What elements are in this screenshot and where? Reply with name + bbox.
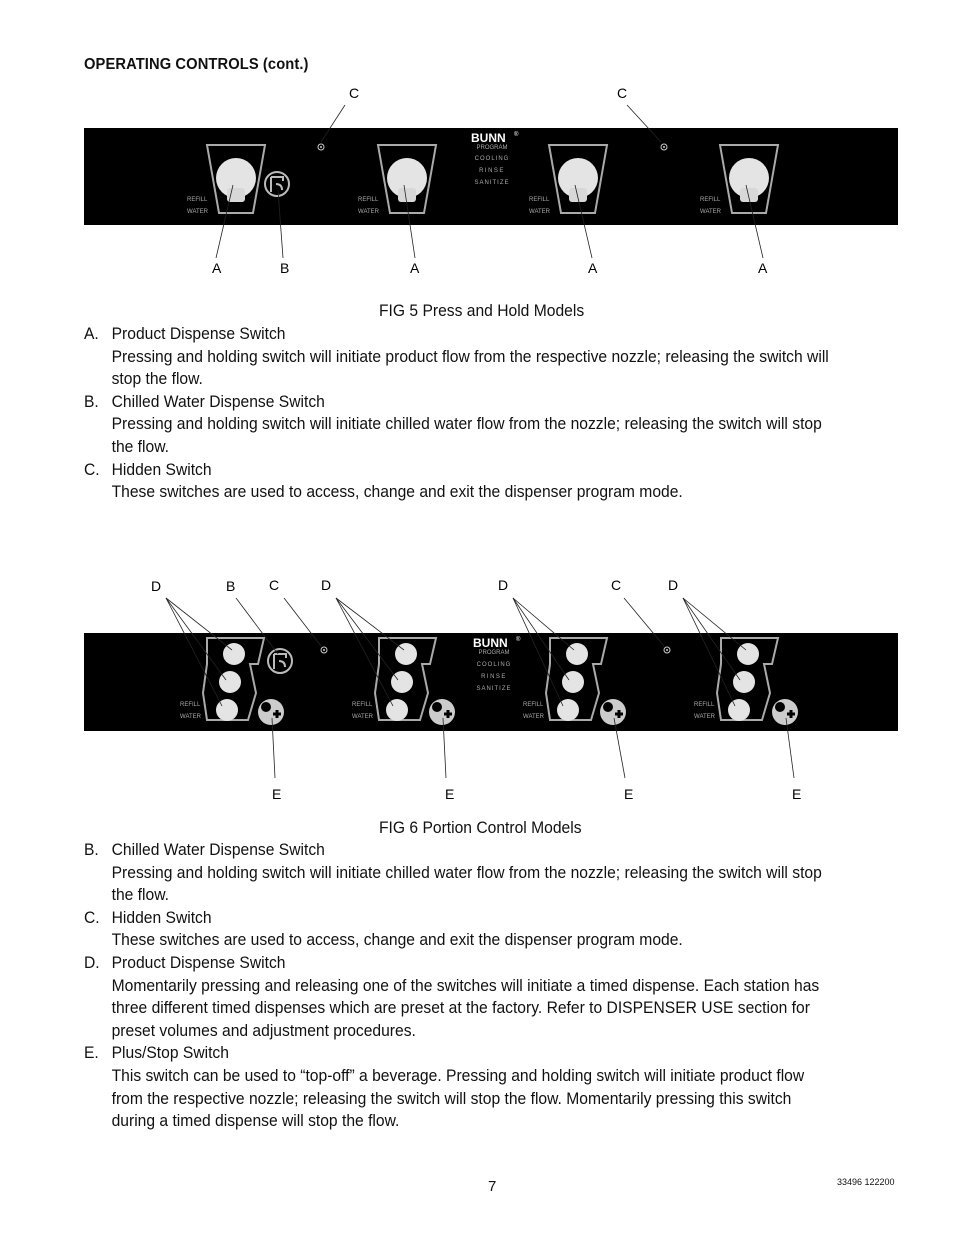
svg-text:WATER: WATER (700, 209, 721, 215)
legend-item-b (84, 391, 838, 459)
fig6-mode-cooling: COOLING (476, 662, 512, 668)
fig5-legend-list (84, 323, 838, 504)
fig5-mode-rinse: RINSE (479, 168, 505, 174)
fig6-callout-e4: E (792, 786, 802, 802)
fig6-plus-stop-switch-4 (772, 699, 798, 725)
fig6-callout-e3: E (624, 786, 634, 802)
legend-item-e (84, 1042, 838, 1132)
fig6-caption: FIG 6 Portion Control Models (379, 818, 582, 837)
fig6-figure (0, 570, 954, 810)
fig6-panel-drawing (0, 570, 954, 810)
legend-title: Hidden Switch (111, 459, 212, 479)
svg-text:REFILL: REFILL (523, 702, 544, 708)
fig6-plus-stop-switch-3 (600, 699, 626, 725)
fig6-callout-e2: E (445, 786, 455, 802)
legend-item-c (84, 907, 838, 952)
svg-text:WATER: WATER (529, 209, 550, 215)
svg-text:REFILL: REFILL (694, 702, 715, 708)
fig6-callout-d2: D (321, 577, 332, 593)
fig5-callout-a3: A (588, 260, 598, 276)
fig6-brand-mark: ® (516, 637, 521, 643)
svg-text:WATER: WATER (358, 209, 379, 215)
fig6-plus-stop-switch-2 (429, 699, 455, 725)
svg-text:REFILL: REFILL (358, 197, 379, 203)
svg-text:WATER: WATER (180, 714, 201, 720)
fig5-brand-logo: BUNN (471, 131, 506, 145)
fig5-caption: FIG 5 Press and Hold Models (379, 301, 585, 320)
svg-text:WATER: WATER (187, 209, 208, 215)
fig6-mode-program: PROGRAM (478, 650, 510, 656)
fig6-mode-sanitize: SANITIZE (476, 686, 512, 692)
fig5-panel-drawing (0, 80, 954, 290)
fig5-brand-mark: ® (514, 132, 519, 138)
legend-letter: C. (84, 907, 100, 927)
fig6-callout-d3: D (498, 577, 509, 593)
fig6-callout-d1: D (151, 578, 162, 594)
page-number: 7 (488, 1178, 497, 1195)
fig6-callout-c1: C (269, 577, 280, 593)
legend-title: Chilled Water Dispense Switch (111, 840, 325, 859)
svg-text:REFILL: REFILL (529, 197, 550, 203)
fig5-callout-b: B (280, 260, 290, 276)
fig5-mode-sanitize: SANITIZE (474, 180, 510, 186)
fig5-callout-c2: C (617, 85, 628, 101)
svg-text:WATER: WATER (523, 714, 544, 720)
legend-title: Product Dispense Switch (111, 324, 286, 343)
fig5-callout-c1: C (349, 85, 360, 101)
legend-letter: B. (84, 840, 99, 859)
legend-desc: These switches are used to access, change and exit the dispenser program mode. (111, 482, 683, 502)
svg-text:REFILL: REFILL (187, 197, 208, 203)
legend-letter: D. (84, 952, 100, 972)
legend-letter: E. (84, 1043, 99, 1063)
legend-desc: Pressing and holding switch will initiate chilled water flow from the nozzle; releasing the switch will stop the flow. (111, 862, 822, 905)
svg-text:WATER: WATER (694, 714, 715, 720)
legend-desc: Pressing and holding switch will initiate chilled water flow from the nozzle; releasing the switch will stop the flow. (111, 414, 822, 456)
legend-item-d (84, 952, 838, 1042)
document-code: 33496 122200 (837, 1177, 895, 1187)
legend-letter: A. (84, 324, 99, 343)
legend-title: Chilled Water Dispense Switch (111, 391, 325, 411)
legend-title: Hidden Switch (111, 907, 212, 927)
legend-desc: Momentarily pressing and releasing one of the switches will initiate a timed dispense. Each station has three different timed dispenses which are preset at the factory. Refer to DISPENSER USE section for preset volumes and adjustment procedures. (111, 975, 820, 1040)
fig6-mode-rinse: RINSE (481, 674, 507, 680)
fig6-legend-list (84, 839, 838, 1133)
fig6-plus-stop-switch-1 (258, 699, 284, 725)
legend-letter: C. (84, 459, 100, 479)
legend-desc: These switches are used to access, change and exit the dispenser program mode. (111, 930, 683, 950)
fig5-mode-program: PROGRAM (476, 145, 508, 151)
legend-title: Product Dispense Switch (111, 952, 286, 972)
svg-text:REFILL: REFILL (352, 702, 373, 708)
svg-text:REFILL: REFILL (180, 702, 201, 708)
fig5-callout-a4: A (758, 260, 768, 276)
fig5-callout-a1: A (212, 260, 222, 276)
fig6-callout-d4: D (668, 577, 679, 593)
fig5-figure (0, 80, 954, 290)
legend-title: Plus/Stop Switch (111, 1043, 229, 1063)
fig6-brand-logo: BUNN (473, 636, 508, 650)
svg-text:WATER: WATER (352, 714, 373, 720)
legend-desc: Pressing and holding switch will initiate product flow from the respective nozzle; releasing the switch will stop the flow. (111, 346, 829, 389)
legend-letter: B. (84, 391, 99, 411)
fig6-callout-e1: E (272, 786, 282, 802)
legend-item-c (84, 459, 838, 504)
svg-text:REFILL: REFILL (700, 197, 721, 203)
fig6-callout-c2: C (611, 577, 622, 593)
legend-item-a (84, 323, 838, 391)
section-heading: OPERATING CONTROLS (cont.) (84, 56, 309, 73)
legend-item-b (84, 839, 838, 907)
fig6-callout-b: B (226, 578, 236, 594)
legend-desc: This switch can be used to “top-off” a beverage. Pressing and holding switch will initiate product flow from the respective nozzle; releasing the switch will stop the flow. Momentarily pressing this switch during a timed dispense will stop the flow. (111, 1065, 805, 1131)
fig5-mode-cooling: COOLING (474, 156, 510, 162)
fig5-callout-a2: A (410, 260, 420, 276)
